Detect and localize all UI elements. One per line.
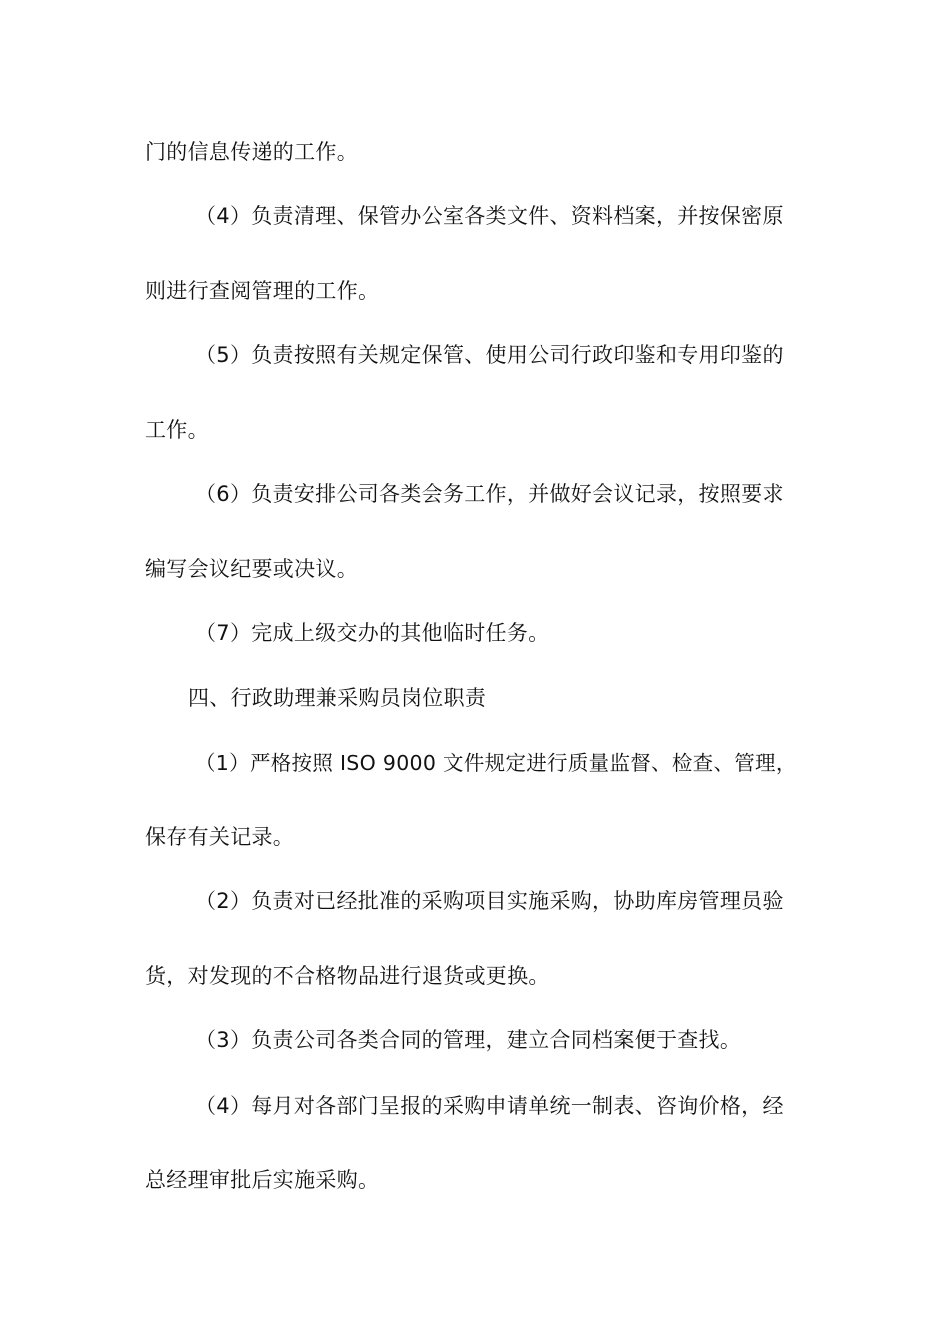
text-line-5: 工作。 (145, 418, 209, 442)
text-line-15: （4）每月对各部门呈报的采购申请单统一制表、咨询价格，经 (195, 1094, 784, 1118)
section-heading: 四、行政助理兼采购员岗位职责 (188, 686, 487, 710)
text-line-8: （7）完成上级交办的其他临时任务。 (195, 621, 550, 645)
text-line-4: （5）负责按照有关规定保管、使用公司行政印鉴和专用印鉴的 (195, 343, 784, 367)
text-line-13: 货，对发现的不合格物品进行退货或更换。 (145, 964, 550, 988)
text-line-2: （4）负责清理、保管办公室各类文件、资料档案，并按保密原 (195, 204, 784, 228)
text-line-3: 则进行查阅管理的工作。 (145, 279, 380, 303)
text-line-6: （6）负责安排公司各类会务工作，并做好会议记录，按照要求 (195, 482, 784, 506)
text-line-11: 保存有关记录。 (145, 825, 295, 849)
text-line-16: 总经理审批后实施采购。 (145, 1168, 380, 1192)
text-line-14: （3）负责公司各类合同的管理，建立合同档案便于查找。 (195, 1028, 742, 1052)
text-line-1: 门的信息传递的工作。 (145, 140, 358, 164)
text-line-12: （2）负责对已经批准的采购项目实施采购，协助库房管理员验 (195, 889, 784, 913)
text-line-10: （1）严格按照 ISO 9000 文件规定进行质量监督、检查、管理， (195, 751, 797, 775)
text-line-7: 编写会议纪要或决议。 (145, 557, 358, 581)
